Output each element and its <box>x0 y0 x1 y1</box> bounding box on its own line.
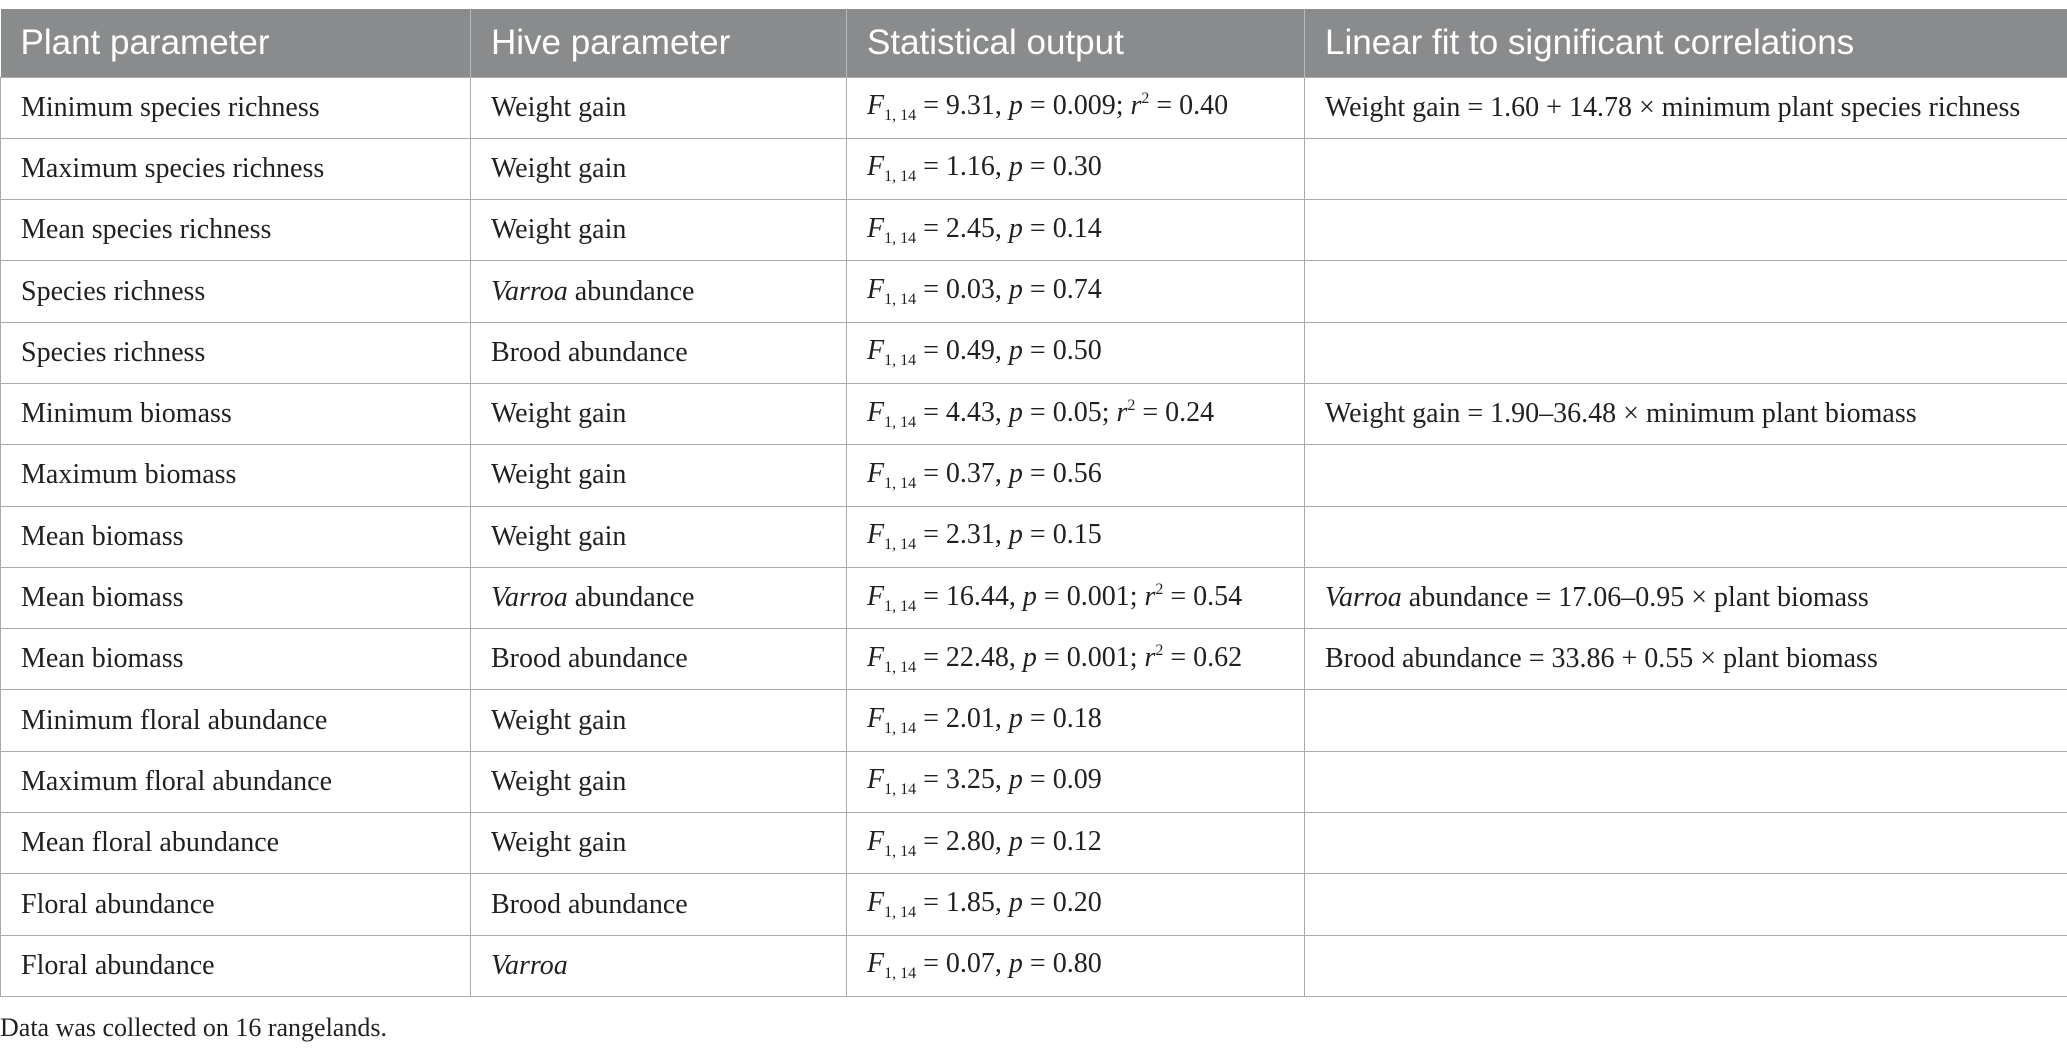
cell-hive-parameter <box>471 138 847 199</box>
cell-plant-parameter: Maximum species richness <box>1 138 471 199</box>
cell-linear-fit <box>1305 567 2067 628</box>
r-symbol: r <box>1116 396 1128 428</box>
degrees-of-freedom: 1, 14 <box>884 229 917 247</box>
p-value: = 0.80 <box>1022 948 1102 980</box>
f-symbol: F <box>867 948 885 980</box>
cell-linear-fit <box>1305 874 2067 935</box>
hive-text: Weight gain <box>491 398 627 430</box>
p-symbol: p <box>1008 703 1023 735</box>
hive-text: Brood abundance <box>491 888 688 920</box>
f-symbol: F <box>867 764 885 796</box>
hive-text: Weight gain <box>491 152 627 184</box>
degrees-of-freedom: 1, 14 <box>884 597 917 615</box>
degrees-of-freedom: 1, 14 <box>884 107 917 125</box>
hive-text: Weight gain <box>491 827 627 859</box>
table-row <box>1 874 2067 935</box>
p-value: = 0.009; <box>1022 90 1131 122</box>
degrees-of-freedom: 1, 14 <box>884 904 917 921</box>
hive-text: Brood abundance <box>491 643 688 675</box>
p-symbol: p <box>1008 335 1023 367</box>
cell-hive-parameter <box>471 935 847 996</box>
cell-linear-fit <box>1305 383 2067 444</box>
p-value: = 0.12 <box>1022 825 1102 857</box>
p-value: = 0.001; <box>1036 641 1145 673</box>
table-row <box>1 77 2067 138</box>
table-row <box>1 935 2067 996</box>
p-value: = 0.20 <box>1022 887 1102 918</box>
table-row <box>1 751 2067 812</box>
hive-text: Weight gain <box>491 704 627 736</box>
data-table-container <box>0 9 2067 997</box>
f-statistic: = 4.43, <box>916 396 1009 428</box>
f-symbol: F <box>867 90 885 122</box>
hive-italic-text: Varroa <box>491 275 568 307</box>
degrees-of-freedom: 1, 14 <box>884 352 917 370</box>
cell-plant-parameter: Maximum biomass <box>1 445 471 506</box>
p-symbol: p <box>1008 457 1023 489</box>
cell-statistical-output <box>847 567 1305 628</box>
hive-text: Weight gain <box>491 765 627 797</box>
f-statistic: = 1.16, <box>916 151 1009 183</box>
header-statistical-output: Statistical output <box>847 9 1305 77</box>
table-footnote: Data was collected on 16 rangelands. <box>0 1013 387 1042</box>
degrees-of-freedom: 1, 14 <box>884 658 917 676</box>
degrees-of-freedom: 1, 14 <box>884 536 917 554</box>
table-row <box>1 690 2067 751</box>
r-symbol: r <box>1130 90 1142 122</box>
f-symbol: F <box>867 457 885 489</box>
cell-linear-fit <box>1305 261 2067 322</box>
r-squared-superscript: 2 <box>1127 396 1136 414</box>
header-plant-parameter: Plant parameter <box>1 9 471 77</box>
p-symbol: p <box>1008 764 1023 796</box>
f-symbol: F <box>867 887 885 918</box>
cell-statistical-output <box>847 322 1305 383</box>
header-hive-parameter: Hive parameter <box>471 9 847 77</box>
table-row <box>1 506 2067 567</box>
hive-italic-text: Varroa <box>491 582 568 614</box>
p-symbol: p <box>1008 948 1023 980</box>
f-symbol: F <box>867 151 885 183</box>
f-statistic: = 2.01, <box>916 703 1009 735</box>
p-symbol: p <box>1008 396 1023 428</box>
r-squared-value: = 0.54 <box>1163 580 1243 612</box>
cell-hive-parameter <box>471 506 847 567</box>
cell-hive-parameter <box>471 383 847 444</box>
fit-text: Brood abundance = 33.86 + 0.55 × plant biomass <box>1325 643 1878 675</box>
table-row <box>1 138 2067 199</box>
cell-plant-parameter: Mean biomass <box>1 629 471 690</box>
r-squared-value: = 0.62 <box>1163 641 1243 673</box>
fit-text: Weight gain = 1.90–36.48 × minimum plant biomass <box>1325 398 1917 430</box>
table-row <box>1 445 2067 506</box>
cell-linear-fit <box>1305 445 2067 506</box>
degrees-of-freedom: 1, 14 <box>884 413 917 431</box>
hive-text: Weight gain <box>491 214 627 246</box>
cell-hive-parameter <box>471 200 847 261</box>
cell-plant-parameter: Mean species richness <box>1 200 471 261</box>
hive-text: Weight gain <box>491 520 627 552</box>
cell-plant-parameter: Mean floral abundance <box>1 813 471 874</box>
cell-plant-parameter: Minimum floral abundance <box>1 690 471 751</box>
p-value: = 0.15 <box>1022 519 1102 551</box>
cell-plant-parameter: Mean biomass <box>1 506 471 567</box>
table-row <box>1 322 2067 383</box>
f-symbol: F <box>867 396 885 428</box>
p-value: = 0.50 <box>1022 335 1102 367</box>
cell-plant-parameter: Floral abundance <box>1 874 471 935</box>
p-value: = 0.09 <box>1022 764 1102 796</box>
cell-plant-parameter: Mean biomass <box>1 567 471 628</box>
hive-italic-text: Varroa <box>491 949 568 981</box>
cell-statistical-output <box>847 751 1305 812</box>
table-row <box>1 383 2067 444</box>
table-row <box>1 261 2067 322</box>
cell-statistical-output <box>847 506 1305 567</box>
p-symbol: p <box>1008 519 1023 551</box>
f-statistic: = 0.07, <box>916 948 1009 980</box>
header-linear-fit: Linear fit to significant correlations <box>1305 9 2067 77</box>
f-statistic: = 1.85, <box>916 887 1009 918</box>
hive-text: Weight gain <box>491 91 627 123</box>
cell-linear-fit <box>1305 322 2067 383</box>
cell-statistical-output <box>847 445 1305 506</box>
f-statistic: = 0.49, <box>916 335 1009 367</box>
table-body <box>1 77 2067 996</box>
f-statistic: = 0.37, <box>916 457 1009 489</box>
f-symbol: F <box>867 580 885 612</box>
f-statistic: = 16.44, <box>916 580 1023 612</box>
degrees-of-freedom: 1, 14 <box>884 474 917 492</box>
cell-statistical-output <box>847 261 1305 322</box>
cell-linear-fit <box>1305 200 2067 261</box>
cell-hive-parameter <box>471 874 847 935</box>
p-symbol: p <box>1008 90 1023 122</box>
p-symbol: p <box>1008 887 1023 918</box>
cell-plant-parameter: Minimum biomass <box>1 383 471 444</box>
f-statistic: = 2.45, <box>916 212 1009 244</box>
cell-linear-fit <box>1305 690 2067 751</box>
p-value: = 0.18 <box>1022 703 1102 735</box>
f-statistic: = 22.48, <box>916 641 1023 673</box>
cell-statistical-output <box>847 138 1305 199</box>
cell-linear-fit <box>1305 138 2067 199</box>
p-symbol: p <box>1008 151 1023 183</box>
cell-statistical-output <box>847 77 1305 138</box>
p-value: = 0.05; <box>1022 396 1117 428</box>
p-value: = 0.56 <box>1022 457 1102 489</box>
table-row <box>1 567 2067 628</box>
f-statistic: = 2.31, <box>916 519 1009 551</box>
cell-hive-parameter <box>471 261 847 322</box>
r-squared-superscript: 2 <box>1155 641 1164 659</box>
hive-text: abundance <box>567 582 695 614</box>
cell-statistical-output <box>847 935 1305 996</box>
cell-hive-parameter <box>471 813 847 874</box>
cell-linear-fit <box>1305 506 2067 567</box>
cell-linear-fit <box>1305 629 2067 690</box>
f-statistic: = 9.31, <box>916 90 1009 122</box>
p-symbol: p <box>1008 274 1023 306</box>
p-symbol: p <box>1022 580 1037 612</box>
degrees-of-freedom: 1, 14 <box>884 965 917 983</box>
degrees-of-freedom: 1, 14 <box>884 781 917 799</box>
hive-text: Weight gain <box>491 459 627 491</box>
hive-text: Brood abundance <box>491 336 688 368</box>
cell-linear-fit <box>1305 751 2067 812</box>
f-symbol: F <box>867 519 885 551</box>
p-symbol: p <box>1008 212 1023 244</box>
f-statistic: = 3.25, <box>916 764 1009 796</box>
cell-hive-parameter <box>471 445 847 506</box>
fit-italic-text: Varroa <box>1325 582 1402 614</box>
cell-linear-fit <box>1305 935 2067 996</box>
data-table <box>0 9 2067 997</box>
table-row <box>1 813 2067 874</box>
cell-statistical-output <box>847 813 1305 874</box>
cell-hive-parameter <box>471 322 847 383</box>
f-statistic: = 0.03, <box>916 274 1009 306</box>
r-squared-superscript: 2 <box>1155 580 1164 598</box>
r-squared-value: = 0.24 <box>1135 396 1215 428</box>
p-value: = 0.14 <box>1022 212 1102 244</box>
table-row <box>1 200 2067 261</box>
r-squared-superscript: 2 <box>1141 90 1150 108</box>
f-symbol: F <box>867 212 885 244</box>
cell-linear-fit <box>1305 813 2067 874</box>
cell-statistical-output <box>847 629 1305 690</box>
degrees-of-freedom: 1, 14 <box>884 720 917 738</box>
p-value: = 0.001; <box>1036 580 1145 612</box>
degrees-of-freedom: 1, 14 <box>884 168 917 186</box>
r-symbol: r <box>1144 641 1156 673</box>
f-symbol: F <box>867 641 885 673</box>
cell-statistical-output <box>847 874 1305 935</box>
f-symbol: F <box>867 335 885 367</box>
f-symbol: F <box>867 825 885 857</box>
f-symbol: F <box>867 274 885 306</box>
degrees-of-freedom: 1, 14 <box>884 842 917 860</box>
fit-text: Weight gain = 1.60 + 14.78 × minimum plant species richness <box>1325 91 2021 123</box>
cell-statistical-output <box>847 383 1305 444</box>
cell-hive-parameter <box>471 567 847 628</box>
cell-plant-parameter: Species richness <box>1 322 471 383</box>
cell-plant-parameter: Maximum floral abundance <box>1 751 471 812</box>
cell-statistical-output <box>847 690 1305 751</box>
table-row <box>1 629 2067 690</box>
cell-hive-parameter <box>471 690 847 751</box>
cell-hive-parameter <box>471 629 847 690</box>
cell-linear-fit <box>1305 77 2067 138</box>
f-statistic: = 2.80, <box>916 825 1009 857</box>
cell-plant-parameter: Minimum species richness <box>1 77 471 138</box>
fit-text: abundance = 17.06–0.95 × plant biomass <box>1401 582 1869 614</box>
p-symbol: p <box>1008 825 1023 857</box>
cell-hive-parameter <box>471 77 847 138</box>
p-symbol: p <box>1022 641 1037 673</box>
cell-plant-parameter: Species richness <box>1 261 471 322</box>
p-value: = 0.30 <box>1022 151 1102 183</box>
r-symbol: r <box>1144 580 1156 612</box>
f-symbol: F <box>867 703 885 735</box>
cell-statistical-output <box>847 200 1305 261</box>
cell-plant-parameter: Floral abundance <box>1 935 471 996</box>
cell-hive-parameter <box>471 751 847 812</box>
degrees-of-freedom: 1, 14 <box>884 291 917 309</box>
table-header-row <box>1 9 2067 77</box>
p-value: = 0.74 <box>1022 274 1102 306</box>
hive-text: abundance <box>567 275 695 307</box>
r-squared-value: = 0.40 <box>1149 90 1229 122</box>
